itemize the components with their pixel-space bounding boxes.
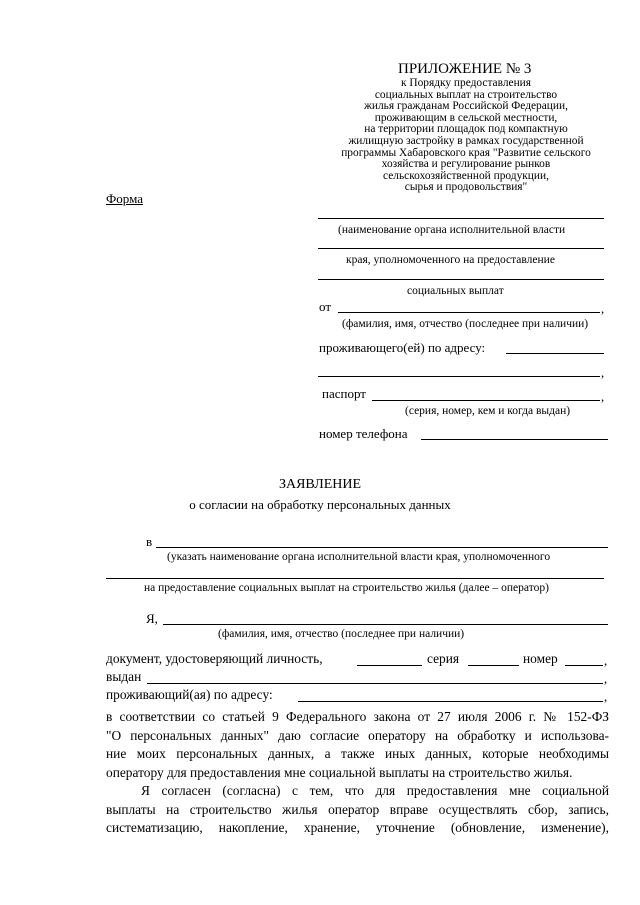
appendix-line: сельскохозяйственной продукции, — [383, 169, 549, 182]
authority-caption-3: социальных выплат — [407, 285, 504, 297]
series-field[interactable] — [468, 665, 519, 666]
paragraph-line: оператору для предоставления мне социальной выплаты на строительство жилья. — [106, 764, 573, 780]
paragraph-line: в соответствии со статьей 9 Федерального закона от 27 июля 2006 г. № 152-ФЗ — [106, 709, 609, 724]
operator-field[interactable] — [156, 547, 608, 548]
from-comma: , — [601, 301, 605, 316]
address-comma: , — [601, 365, 605, 380]
address-field[interactable] — [506, 353, 604, 354]
paragraph-line: ние моих персональных данных, а также иных данных, которые необходимы — [106, 746, 609, 762]
applicant-name-field[interactable] — [338, 312, 600, 313]
series-label: серия — [427, 651, 460, 666]
resident-address-label: проживающий(ая) по адресу: — [106, 687, 273, 702]
appendix-line: сырья и продовольствия" — [404, 181, 528, 194]
appendix-line: жилищную застройку в рамках государственной — [348, 134, 584, 147]
appendix-line: к Порядку предоставления — [400, 77, 532, 89]
resident-comma: , — [604, 689, 608, 704]
authority-name-field-3[interactable] — [318, 279, 604, 280]
appendix-reference — [318, 78, 614, 194]
issued-field[interactable] — [147, 683, 603, 684]
id-doc-label: документ, удостоверяющий личность, — [106, 651, 323, 666]
to-label: в — [146, 534, 153, 549]
passport-field[interactable] — [372, 400, 600, 401]
appendix-heading: ПРИЛОЖЕНИЕ № 3 — [398, 61, 532, 77]
full-name-field[interactable] — [163, 624, 608, 625]
paragraph-line: выплаты на строительство жилья оператор вправе осуществлять сбор, запись, — [106, 801, 609, 817]
appendix-line: программы Хабаровского края "Развитие сельского — [341, 146, 591, 159]
paragraph-line: "О персональных данных" даю согласие оператору на обработку и использова- — [106, 727, 609, 743]
number-label: номер — [523, 651, 558, 666]
appendix-line: жилья гражданам Российской Федерации, — [364, 100, 568, 113]
applicant-name-caption: (фамилия, имя, отчество (последнее при наличии) — [342, 318, 589, 330]
appendix-line: на территории площадок под компактную — [364, 123, 568, 136]
operator-field-2[interactable] — [106, 578, 604, 579]
number-comma: , — [604, 653, 608, 668]
authority-caption-2: края, уполномоченного на предоставление — [346, 254, 555, 266]
authority-caption: (наименование органа исполнительной власти — [338, 224, 566, 236]
number-field[interactable] — [565, 665, 603, 666]
id-doc-type-field[interactable] — [357, 665, 422, 666]
operator-caption-2: на предоставление социальных выплат на строительство жилья (далее – оператор) — [144, 582, 549, 594]
i-label: Я, — [146, 611, 158, 626]
form-label: Форма — [106, 191, 143, 206]
authority-name-field-2[interactable] — [318, 248, 604, 249]
authority-name-field[interactable] — [318, 218, 604, 219]
passport-comma: , — [601, 389, 605, 404]
phone-label: номер телефона — [319, 426, 408, 441]
appendix-line: социальных выплат на строительство — [374, 88, 558, 101]
statement-title: ЗАЯВЛЕНИЕ — [278, 477, 362, 492]
consent-paragraph — [106, 708, 609, 782]
passport-caption: (серия, номер, кем и когда выдан) — [405, 405, 571, 417]
agreement-paragraph — [106, 782, 609, 838]
paragraph-line: Я согласен (согласна) с тем, что для предоставления мне социальной — [141, 783, 609, 798]
issued-comma: , — [604, 671, 608, 686]
paragraph-line: систематизацию, накопление, хранение, уточнение (обновление, изменение), — [106, 820, 609, 836]
from-label: от — [319, 299, 332, 314]
statement-subtitle: о согласии на обработку персональных данных — [189, 497, 451, 512]
resident-label: проживающего(ей) по адресу: — [319, 340, 486, 355]
phone-field[interactable] — [421, 439, 608, 440]
appendix-line: проживающим в сельской местности, — [374, 111, 558, 124]
address-field-2[interactable] — [318, 376, 600, 377]
resident-address-field[interactable] — [298, 701, 603, 702]
appendix-line: хозяйства и регулирование рынков — [381, 158, 551, 171]
issued-label: выдан — [106, 669, 142, 684]
full-name-caption: (фамилия, имя, отчество (последнее при наличии) — [218, 628, 465, 640]
operator-caption: (указать наименование органа исполнительной власти края, уполномоченного — [167, 551, 551, 563]
passport-label: паспорт — [322, 386, 366, 401]
